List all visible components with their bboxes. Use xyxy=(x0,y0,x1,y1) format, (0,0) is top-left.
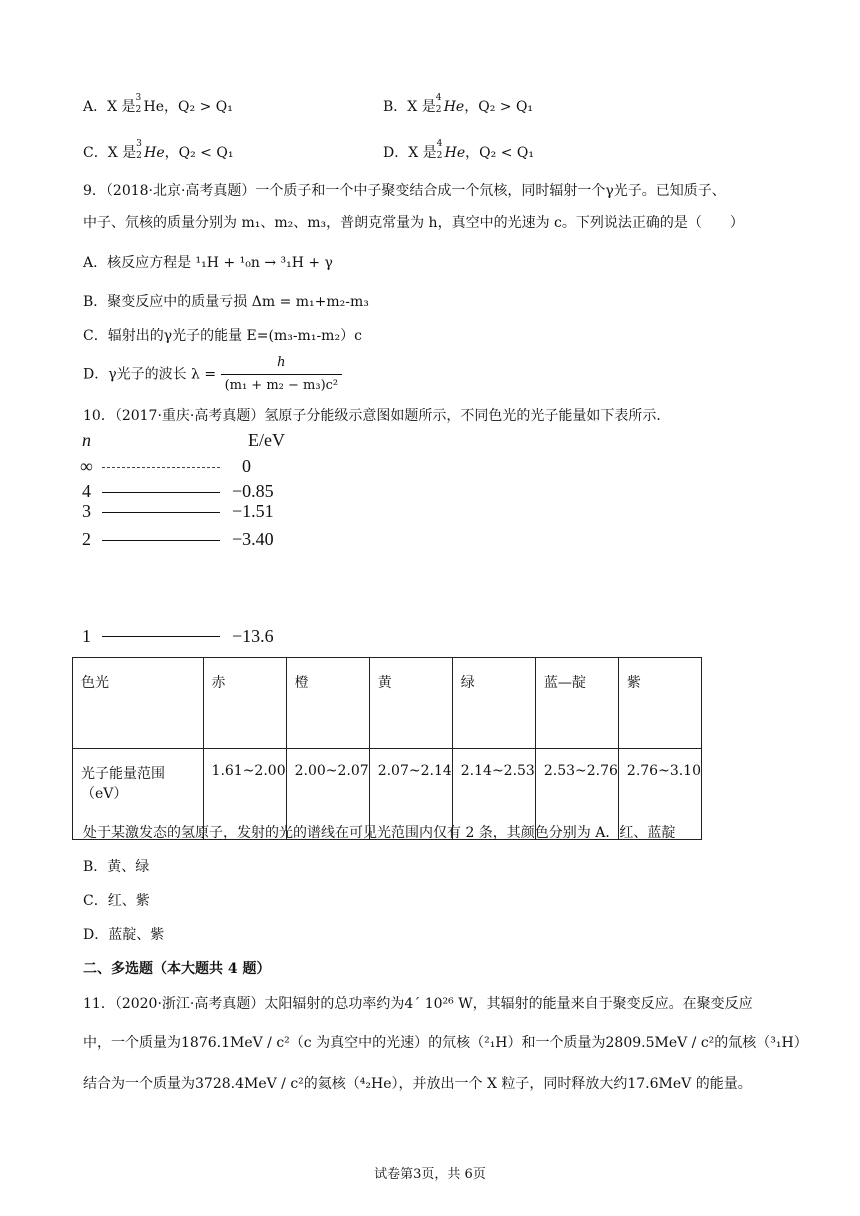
level-n-1: 1 xyxy=(82,626,91,646)
level-e-2: −3.40 xyxy=(232,529,274,549)
nuclide xyxy=(435,93,465,115)
q11-stem-line2: 中，一个质量为1876.1MeV / c²（c 为真空中的光速）的氘核（²₁H）和一个质量为2809.5MeV / c²的氚核（³₁H） xyxy=(83,1035,808,1051)
q10-option-b: B．黄、绿 xyxy=(83,859,150,875)
q8-option-d xyxy=(383,139,534,162)
table-cell: 2.07~2.14 xyxy=(369,749,452,840)
energy-level-diagram xyxy=(80,430,320,646)
color-energy-table xyxy=(72,657,702,840)
n-axis-label: n xyxy=(82,430,91,450)
element-symbol: He xyxy=(143,99,165,115)
q9-option-a: A．核反应方程是 ¹₁H + ¹₀n → ³₁H + γ xyxy=(83,255,333,271)
q9-option-d xyxy=(83,352,342,397)
level-n-2: 2 xyxy=(82,529,91,549)
section-title: 二、多选题（本大题共 4 题） xyxy=(83,961,271,977)
level-line-2 xyxy=(102,540,220,541)
q10-option-c: C．红、紫 xyxy=(83,893,150,909)
level-line-1 xyxy=(102,636,220,637)
level-e-3: −1.51 xyxy=(232,501,274,521)
table-row xyxy=(73,658,702,749)
fraction-numerator: h xyxy=(277,355,286,370)
option-text: C．X 是 xyxy=(83,145,137,161)
table-cell: 紫 xyxy=(618,658,701,749)
nuclide xyxy=(136,139,165,161)
level-e-1: −13.6 xyxy=(232,626,274,646)
mass-number: 4 xyxy=(436,139,443,149)
q9-stem-line2: 中子、氘核的质量分别为 m₁、m₂、m₃，普朗克常量为 h，真空中的光速为 c。下列说法正确的是（ ） xyxy=(83,215,744,231)
mass-number: 4 xyxy=(435,93,442,103)
energy-axis-label: E/eV xyxy=(248,430,285,450)
q11-stem-line3: 结合为一个质量为3728.4MeV / c²的氦核（⁴₂He），并放出一个 X 粒子，同时释放大约17.6MeV 的能量。 xyxy=(83,1076,752,1092)
q9-option-b: B．聚变反应中的质量亏损 Δm = m₁+m₂-m₃ xyxy=(83,294,369,310)
q11-stem-line1: 11．（2020·浙江·高考真题）太阳辐射的总功率约为4´ 10²⁶ W，其辐射的能量来自于聚变反应。在聚变反应 xyxy=(83,996,753,1012)
table-cell: 绿 xyxy=(452,658,535,749)
option-relation: ，Q₂ < Q₁ xyxy=(465,145,534,161)
option-relation: ，Q₂ > Q₁ xyxy=(164,99,233,115)
q10-option-d: D．蓝靛、紫 xyxy=(83,927,165,943)
q8-option-b xyxy=(383,93,534,116)
table-cell: 光子能量范围（eV） xyxy=(73,749,204,840)
atomic-number: 2 xyxy=(136,151,142,161)
option-text: D．γ光子的波长 λ = xyxy=(83,366,217,383)
atomic-number: 2 xyxy=(435,105,442,115)
element-symbol: He xyxy=(443,99,465,115)
table-cell: 2.76~3.10 xyxy=(618,749,701,840)
atomic-number: 2 xyxy=(436,151,443,161)
element-symbol: He xyxy=(144,145,165,161)
q9-stem-line1: 9．（2018·北京·高考真题）一个质子和一个中子聚变结合成一个氘核，同时辐射一个γ光子。已知质子、 xyxy=(83,183,726,199)
mass-number: 3 xyxy=(135,93,142,103)
table-cell: 1.61~2.00 xyxy=(203,749,286,840)
table-cell: 2.14~2.53 xyxy=(452,749,535,840)
option-text: D．X 是 xyxy=(383,145,437,161)
q8-option-c xyxy=(83,139,234,162)
option-relation: ，Q₂ < Q₁ xyxy=(164,145,234,161)
mass-number: 3 xyxy=(136,139,142,149)
level-line-infinity xyxy=(102,467,220,468)
level-n-3: 3 xyxy=(82,501,91,521)
q8-option-a xyxy=(83,93,233,116)
option-text: A．X 是 xyxy=(83,99,136,115)
atomic-number: 2 xyxy=(135,105,142,115)
table-cell: 蓝—靛 xyxy=(535,658,618,749)
level-e-4: −0.85 xyxy=(232,481,274,501)
level-n-4: 4 xyxy=(82,481,91,501)
option-relation: ，Q₂ > Q₁ xyxy=(464,99,534,115)
level-line-3 xyxy=(102,512,220,513)
level-n-infinity: ∞ xyxy=(80,456,93,476)
wavelength-fraction xyxy=(221,352,343,397)
level-line-4 xyxy=(102,492,220,493)
nuclide xyxy=(436,139,466,161)
table-cell: 橙 xyxy=(286,658,369,749)
element-symbol: He xyxy=(444,145,466,161)
table-cell: 赤 xyxy=(203,658,286,749)
q9-option-c: C．辐射出的γ光子的能量 E=(m₃-m₁-m₂）c xyxy=(83,328,362,344)
option-text: B．X 是 xyxy=(383,99,436,115)
q10-after-table: 处于某激发态的氢原子，发射的光的谱线在可见光范围内仅有 2 条，其颜色分别为 A．红、蓝靛 xyxy=(83,825,676,841)
table-cell: 黄 xyxy=(369,658,452,749)
table-cell: 色光 xyxy=(73,658,204,749)
fraction-denominator: (m₁ + m₂ − m₃)c² xyxy=(221,374,343,397)
level-e-infinity: 0 xyxy=(242,456,251,476)
q10-stem: 10．（2017·重庆·高考真题）氢原子分能级示意图如题所示，不同色光的光子能量如下表所示． xyxy=(83,408,671,424)
page-footer: 试卷第3页，共 6页 xyxy=(374,1167,486,1182)
nuclide xyxy=(135,93,165,115)
table-cell: 2.53~2.76 xyxy=(535,749,618,840)
table-cell: 2.00~2.07 xyxy=(286,749,369,840)
